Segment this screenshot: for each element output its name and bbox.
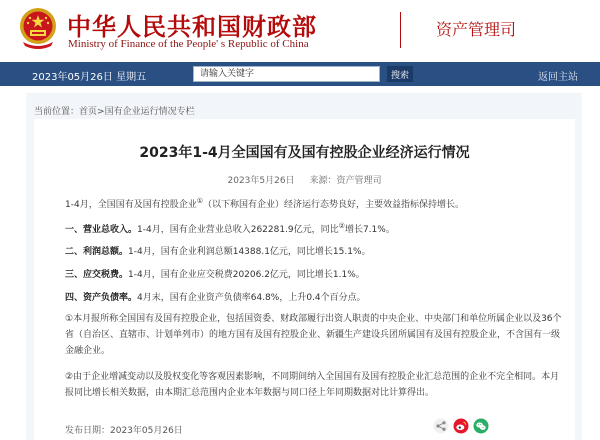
article-item-revenue [65,222,395,235]
item-lead: 三、应交税费。 [65,270,129,280]
breadcrumb [34,104,195,117]
item-lead: 一、营业总收入。 [65,225,138,235]
article-date: 2023年5月26日 [227,176,295,186]
share-icon[interactable] [433,418,449,434]
article-intro [65,197,464,210]
article-item-taxes [65,267,365,280]
article-meta [34,173,575,186]
article-item-debt-ratio [65,290,366,303]
site-title: 中华人民共和国财政部 [67,12,317,41]
article-title: 2023年1-4月全国国有及国有控股企业经济运行情况 [139,145,470,161]
current-date: 2023年05月26日 星期五 [32,72,147,83]
site-subtitle: Ministry of Finance of the People' s Republic of China [68,38,309,50]
article-source: 来源：资产管理司 [309,176,382,186]
header-divider [400,12,401,48]
back-to-main-site-link[interactable]: 返回主站 [538,72,578,83]
footnote-marker: ② [338,222,345,230]
top-bar [0,62,600,86]
item-text: 1-4月，国有企业营业总收入262281.9亿元，同比 [137,225,339,235]
intro-text-b: （以下称国有企业）经济运行态势良好，主要效益指标保持增长。 [202,200,464,210]
breadcrumb-separator: > [97,107,105,117]
search-button[interactable]: 搜索 [387,66,413,82]
national-emblem-icon[interactable] [17,6,59,50]
item-text: 4月末，国有企业资产负债率64.8%，上升0.4个百分点。 [137,293,366,303]
department-name[interactable]: 资产管理司 [436,20,517,39]
footnote-marker: ① [196,197,203,205]
weibo-icon[interactable] [453,418,469,434]
article-item-profit [65,244,371,257]
footnote-2: ②由于企业增减变动以及股权变化等客观因素影响，不同期间纳入全国国有及国有控股企业汇总范围的企业不完全相同。本月报同比增长相关数据，由本期汇总范围内企业本年数据与同口径上年同期数据对比计算得出。 [65,372,560,398]
item-lead: 四、资产负债率。 [65,293,138,303]
article-panel [34,119,575,440]
search-input[interactable] [193,66,380,82]
item-text-tail: 增长7.1%。 [344,225,395,235]
item-lead: 二、利润总额。 [65,247,129,257]
breadcrumb-prefix: 当前位置： [34,107,80,117]
site-header [0,0,600,60]
publish-date: 发布日期：2023年05月26日 [65,426,183,436]
breadcrumb-home-link[interactable]: 首页 [79,107,98,117]
breadcrumb-section-link[interactable]: 国有企业运行情况专栏 [104,107,195,117]
wechat-icon[interactable] [473,418,489,434]
item-text: 1-4月，国有企业利润总额14388.1亿元，同比增长15.1%。 [128,247,371,257]
footnote-1: ①本月报所称全国国有及国有控股企业，包括国资委、财政部履行出资人职责的中央企业、中央部门和单位所属企业以及36个省（自治区、直辖市、计划单列市）的地方国有及国有控股企业、新疆生产建设兵团所属国有及国有控股企业，不含国有一级金融企业。 [65,314,562,356]
item-text: 1-4月，国有企业应交税费20206.2亿元，同比增长1.1%。 [128,270,365,280]
intro-text-a: 1-4月，全国国有及国有控股企业 [65,200,197,210]
